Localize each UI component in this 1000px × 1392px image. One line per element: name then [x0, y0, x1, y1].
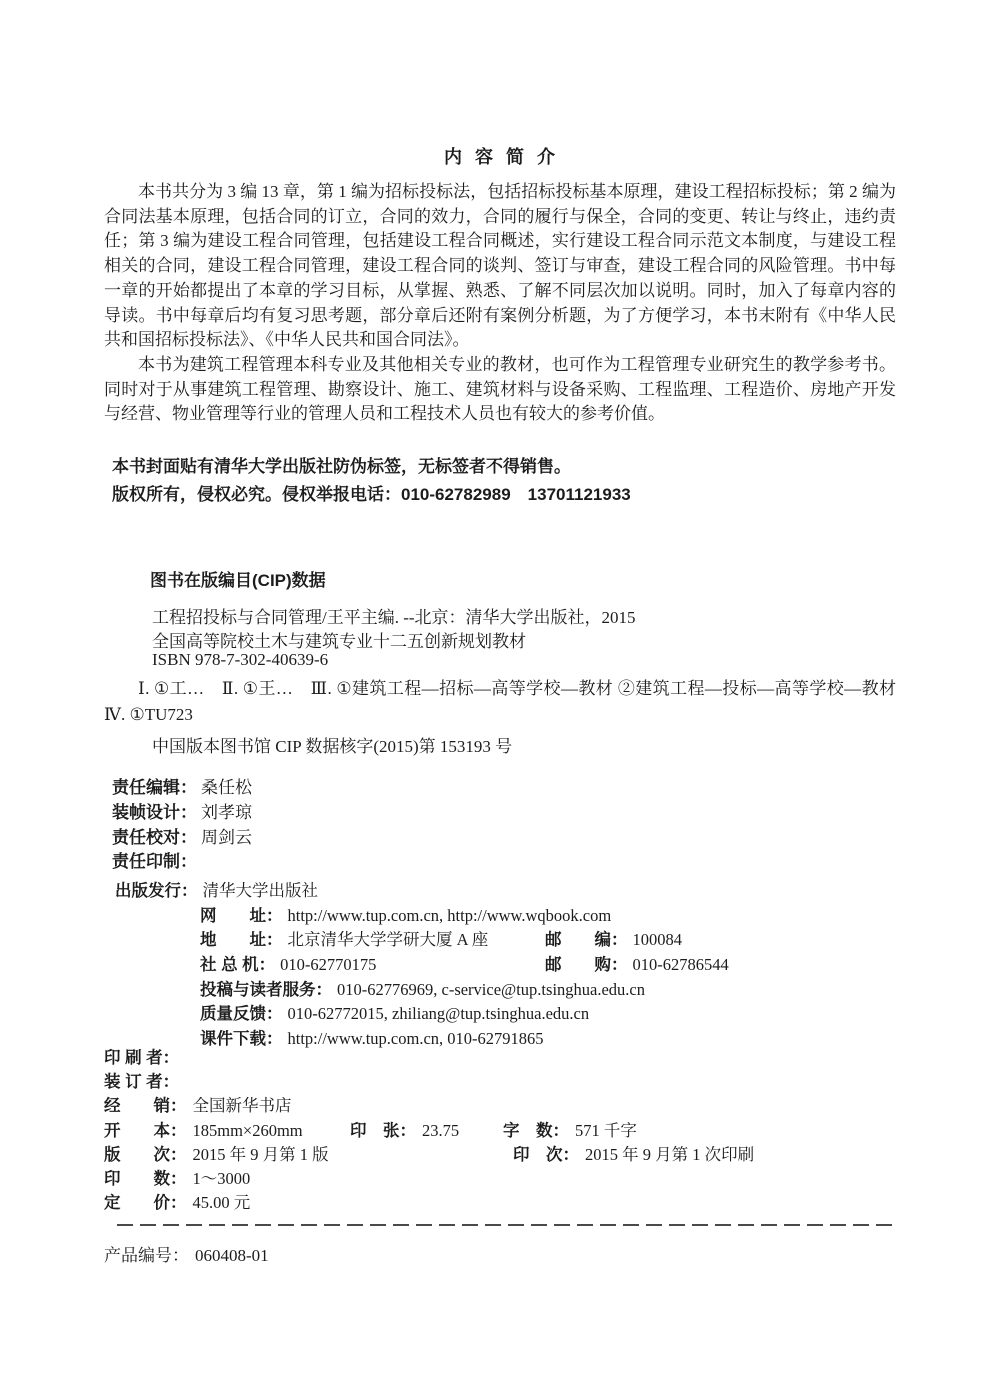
- quality-feedback-label: 质量反馈：: [200, 1005, 283, 1024]
- credit-value: 刘孝琼: [201, 802, 252, 822]
- address-label: 地 址：: [200, 931, 283, 950]
- edition-label: 版 次：: [104, 1145, 187, 1164]
- print-run-value: 1～3000: [192, 1168, 251, 1188]
- credit-row-designer: [112, 801, 252, 826]
- switchboard-row: [115, 953, 896, 978]
- publisher-info-block: [115, 879, 896, 1052]
- credit-value: 桑任松: [201, 778, 252, 797]
- postcode-label: 邮 编：: [545, 931, 628, 950]
- quality-feedback-value: 010-62772015, zhiliang@tup.tsinghua.edu.cn: [287, 1004, 590, 1024]
- word-count-value: 571 千字: [575, 1120, 637, 1140]
- staff-credits: [112, 776, 252, 875]
- format-value: 185mm×260mm: [192, 1120, 303, 1140]
- word-count-label: 字 数：: [503, 1121, 569, 1140]
- credit-row-print-supervisor: [112, 850, 252, 875]
- mail-order-pair: [545, 953, 729, 978]
- print-run-row: [104, 1167, 896, 1191]
- courseware-download-label: 课件下载：: [200, 1030, 283, 1049]
- edition-value: 2015 年 9 月第 1 版: [192, 1144, 329, 1164]
- distributor-row: [104, 1094, 896, 1118]
- postcode-pair: [545, 928, 682, 953]
- price-label: 定 价：: [104, 1194, 187, 1213]
- product-number-line: [104, 1241, 269, 1266]
- format-row: [104, 1119, 896, 1143]
- mail-order-value: 010-62786544: [632, 955, 729, 975]
- switchboard-value: 010-62770175: [280, 955, 377, 975]
- website-value: http://www.tup.com.cn, http://www.wqbook.com: [287, 905, 612, 925]
- product-number-label: 产品编号：: [104, 1246, 189, 1265]
- distributor-label: 经 销：: [104, 1097, 187, 1116]
- cip-classification: Ⅰ. ①工… Ⅱ. ①王… Ⅲ. ①建筑工程—招标—高等学校—教材 ②建筑工程—投标—高等学校—教材 Ⅳ. ①TU723: [104, 679, 913, 724]
- binder-row: [104, 1070, 896, 1094]
- sheets-pair: [350, 1119, 459, 1143]
- edition-row: [104, 1143, 896, 1167]
- address-row: [115, 928, 896, 953]
- printing-info-block: [104, 1046, 896, 1215]
- credit-row-editor: [112, 776, 252, 801]
- cip-title-line: 工程招投标与合同管理/王平主编. --北京：清华大学出版社，2015: [152, 608, 636, 627]
- impression-value: 2015 年 9 月第 1 次印刷: [585, 1144, 755, 1164]
- credit-value: 周剑云: [201, 827, 252, 847]
- reader-service-value: 010-62776969, c-service@tup.tsinghua.edu.cn: [337, 979, 645, 999]
- credit-label: 装帧设计：: [112, 802, 197, 822]
- content-summary: [104, 180, 896, 427]
- word-count-pair: [503, 1119, 637, 1143]
- mail-order-label: 邮 购：: [545, 956, 628, 975]
- impression-pair: [513, 1143, 754, 1167]
- credit-row-proofreader: [112, 826, 252, 851]
- cip-record-number: 中国版本图书馆 CIP 数据核字(2015)第 153193 号: [152, 737, 513, 756]
- publisher-value: 清华大学出版社: [202, 881, 318, 900]
- binder-label: 装 订 者：: [104, 1073, 180, 1092]
- switchboard-label: 社 总 机：: [200, 956, 276, 975]
- credit-label: 责任编辑：: [112, 778, 197, 797]
- sheets-label: 印 张：: [350, 1121, 416, 1140]
- website-row: [115, 904, 896, 929]
- dashed-divider: [117, 1224, 896, 1226]
- print-run-label: 印 数：: [104, 1169, 187, 1188]
- credit-label: 责任印制：: [112, 852, 197, 872]
- anti-piracy-notice: 本书封面贴有清华大学出版社防伪标签，无标签者不得销售。: [112, 457, 571, 476]
- price-row: [104, 1191, 896, 1215]
- summary-paragraph-2: 本书为建筑工程管理本科专业及其他相关专业的教材，也可作为工程管理专业研究生的教学参考书。同时对于从事建筑工程管理、勘察设计、施工、建筑材料与设备采购、工程监理、工程造价、房地产开发与经营、物业管理等行业的管理人员和工程技术人员也有较大的参考价值。: [104, 354, 896, 424]
- courseware-download-value: http://www.tup.com.cn, 010-62791865: [287, 1029, 544, 1049]
- product-number-value: 060408-01: [195, 1246, 269, 1265]
- printer-label: 印 刷 者：: [104, 1049, 180, 1067]
- distributor-value: 全国新华书店: [192, 1096, 292, 1116]
- copyright-notice: 版权所有，侵权必究。侵权举报电话：010-62782989 13701121933: [112, 484, 631, 504]
- cip-series-line: 全国高等院校土木与建筑专业十二五创新规划教材: [152, 632, 526, 651]
- quality-feedback-row: [115, 1002, 896, 1027]
- address-value: 北京清华大学学研大厦 A 座: [287, 930, 489, 950]
- printer-row: [104, 1046, 896, 1070]
- page-title: 内 容 简 介: [443, 147, 556, 167]
- impression-label: 印 次：: [513, 1145, 579, 1164]
- cip-isbn-line: ISBN 978-7-302-40639-6: [152, 650, 329, 669]
- summary-paragraph-1: 本书共分为 3 编 13 章，第 1 编为招标投标法，包括招标投标基本原理，建设工程招标投标；第 2 编为合同法基本原理，包括合同的订立，合同的效力，合同的履行与保全，合同的变更、转让与终止，违约责任；第 3 编为建设工程合同管理，包括建设工程合同概述，实行建设工程合同示范文本制度，与建设工程相关的合同，建设工程合同管理，建设工程合同的谈判、签订与审查，建设工程合同的风险管理。书中每一章的开始都提出了本章的学习目标，从掌握、熟悉、了解不同层次加以说明。同时，加入了每章内容的导读。书中每章后均有复习思考题，部分章后还附有案例分析题，为了方便学习，本书末附有《中华人民共和国招标投标法》、《中华人民共和国合同法》。: [104, 182, 896, 350]
- postcode-value: 100084: [632, 930, 682, 950]
- cip-heading: 图书在版编目(CIP)数据: [150, 571, 326, 590]
- publisher-label: 出版发行：: [115, 882, 198, 900]
- website-label: 网 址：: [200, 906, 283, 925]
- legal-notices: [112, 453, 631, 508]
- reader-service-row: [115, 978, 896, 1003]
- format-label: 开 本：: [104, 1121, 187, 1140]
- sheets-value: 23.75: [422, 1120, 460, 1140]
- credit-label: 责任校对：: [112, 827, 197, 847]
- publisher-row: [115, 879, 896, 904]
- reader-service-label: 投稿与读者服务：: [200, 980, 332, 999]
- price-value: 45.00 元: [192, 1193, 251, 1213]
